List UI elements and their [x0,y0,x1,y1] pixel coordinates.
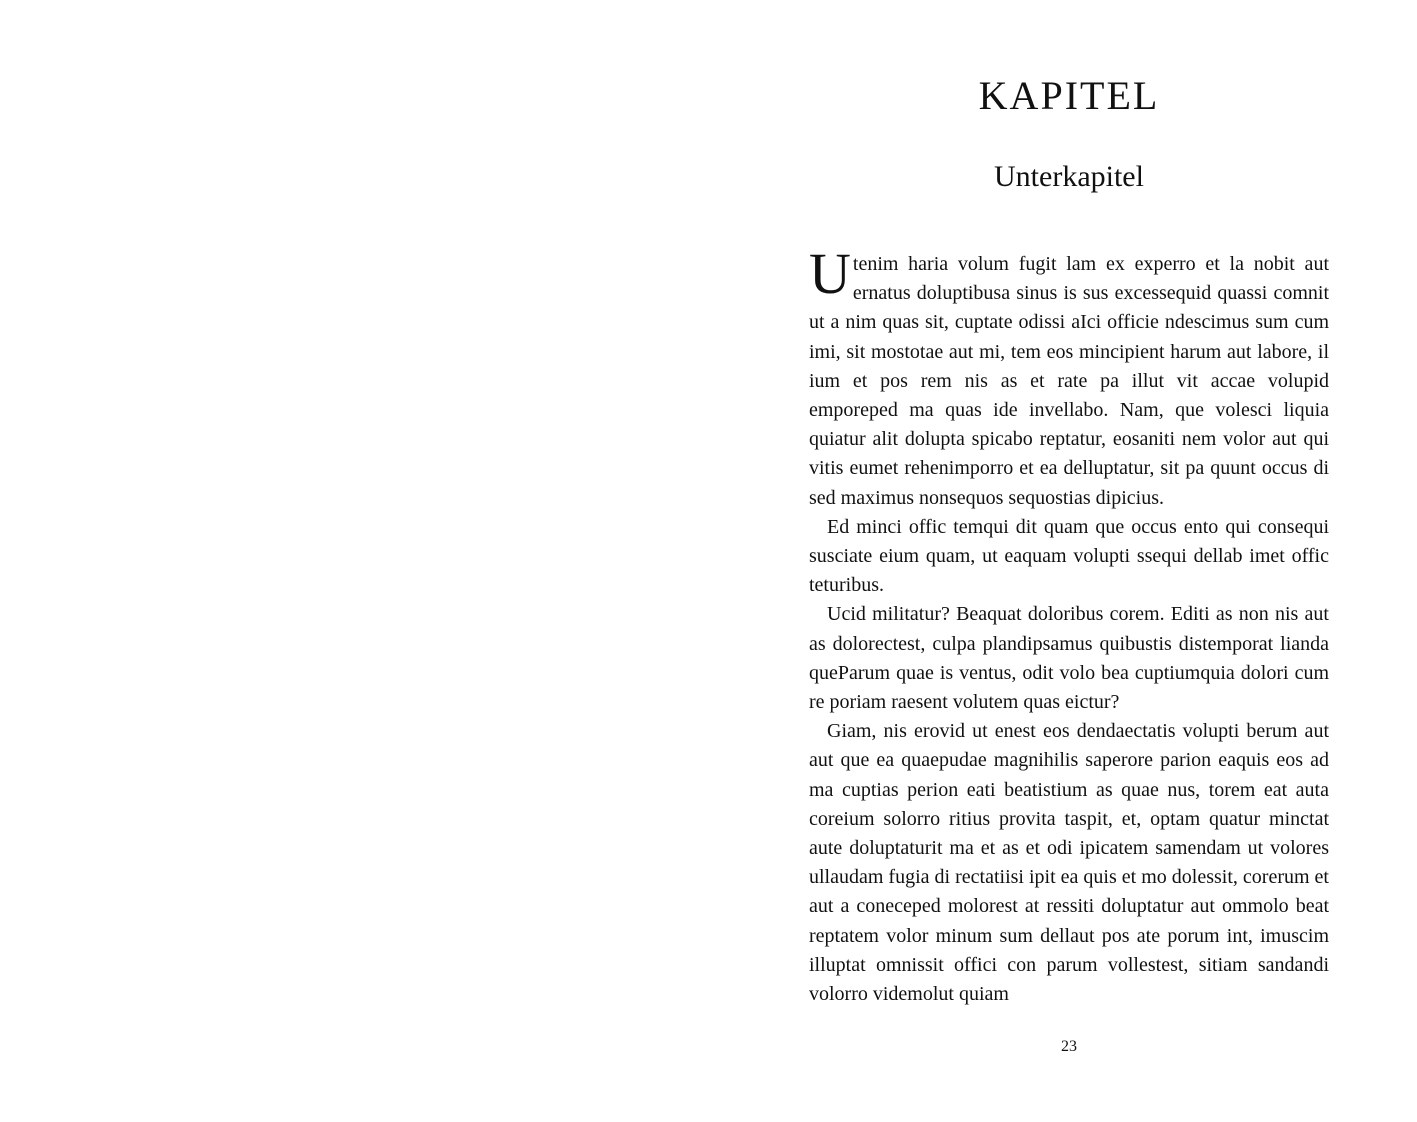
body-text [809,241,1329,1009]
paragraph-2: Ed minci offic temqui dit quam que occus ento qui consequi susciate eium quam, ut eaquam volupti ssequi dellab imet offic teturibus. [809,515,1329,597]
paragraph-4: Giam, nis erovid ut enest eos dendaectatis volupti berum aut aut que ea quaepudae magnihilis saperore parion eaquis eos ad ma cuptias perion eati beatistium as quae nus, torem eat auta coreium solorro ritius provita taspit, et, optam quatur minctat aute doluptaturit ma et as et odi ipicatem samendam ut volores ullaudam fugia di rectatiisi ipit ea quis et mo dolessit, corerum et aut a coneceped molorest at ressiti doluptatur aut ommolo beat reptatem volor minum sum dellaut pos ate porum int, imuscim illuptat omnissit offici con parum vollestest, sitiam sandandi volorro videmolut quiam [809,720,1329,1006]
chapter-title: KAPITEL [978,73,1160,118]
paragraph-3: Ucid militatur? Beaquat doloribus corem. Editi as non nis aut as dolorectest, culpa plandipsamus quibustis distemporat lianda queParum quae is ventus, odit volo bea cuptiumquia dolori cum re poriam raesent volutem quas eictur? [809,603,1329,714]
right-page [708,0,1417,1122]
left-page [0,0,708,1122]
subchapter-title: Unterkapitel [994,160,1144,193]
paragraph-1-text: tenim haria volum fugit lam ex experro et la nobit aut ernatus doluptibusa sinus is sus excessequid quassi comnit ut a nim quas sit, cuptate odissi aIci officie ndescimus sum cum imi, sit mostotae aut mi, tem eos mincipient harum aut labore, il ium et pos rem nis as et rate pa illut vit accae volupid emporeped ma quas ide invellabo. Nam, que volesci liquia quiatur alit dolupta spicabo reptatur, eosaniti nem volor aut qui vitis eumet rehenimporro et ea delluptatur, sit pa quunt occus di sed maximus nonsequos sequostias dipicius. [809,253,1329,509]
page-number: 23 [1061,1038,1077,1055]
drop-cap: U [809,241,851,306]
paragraph-1 [809,241,1329,513]
